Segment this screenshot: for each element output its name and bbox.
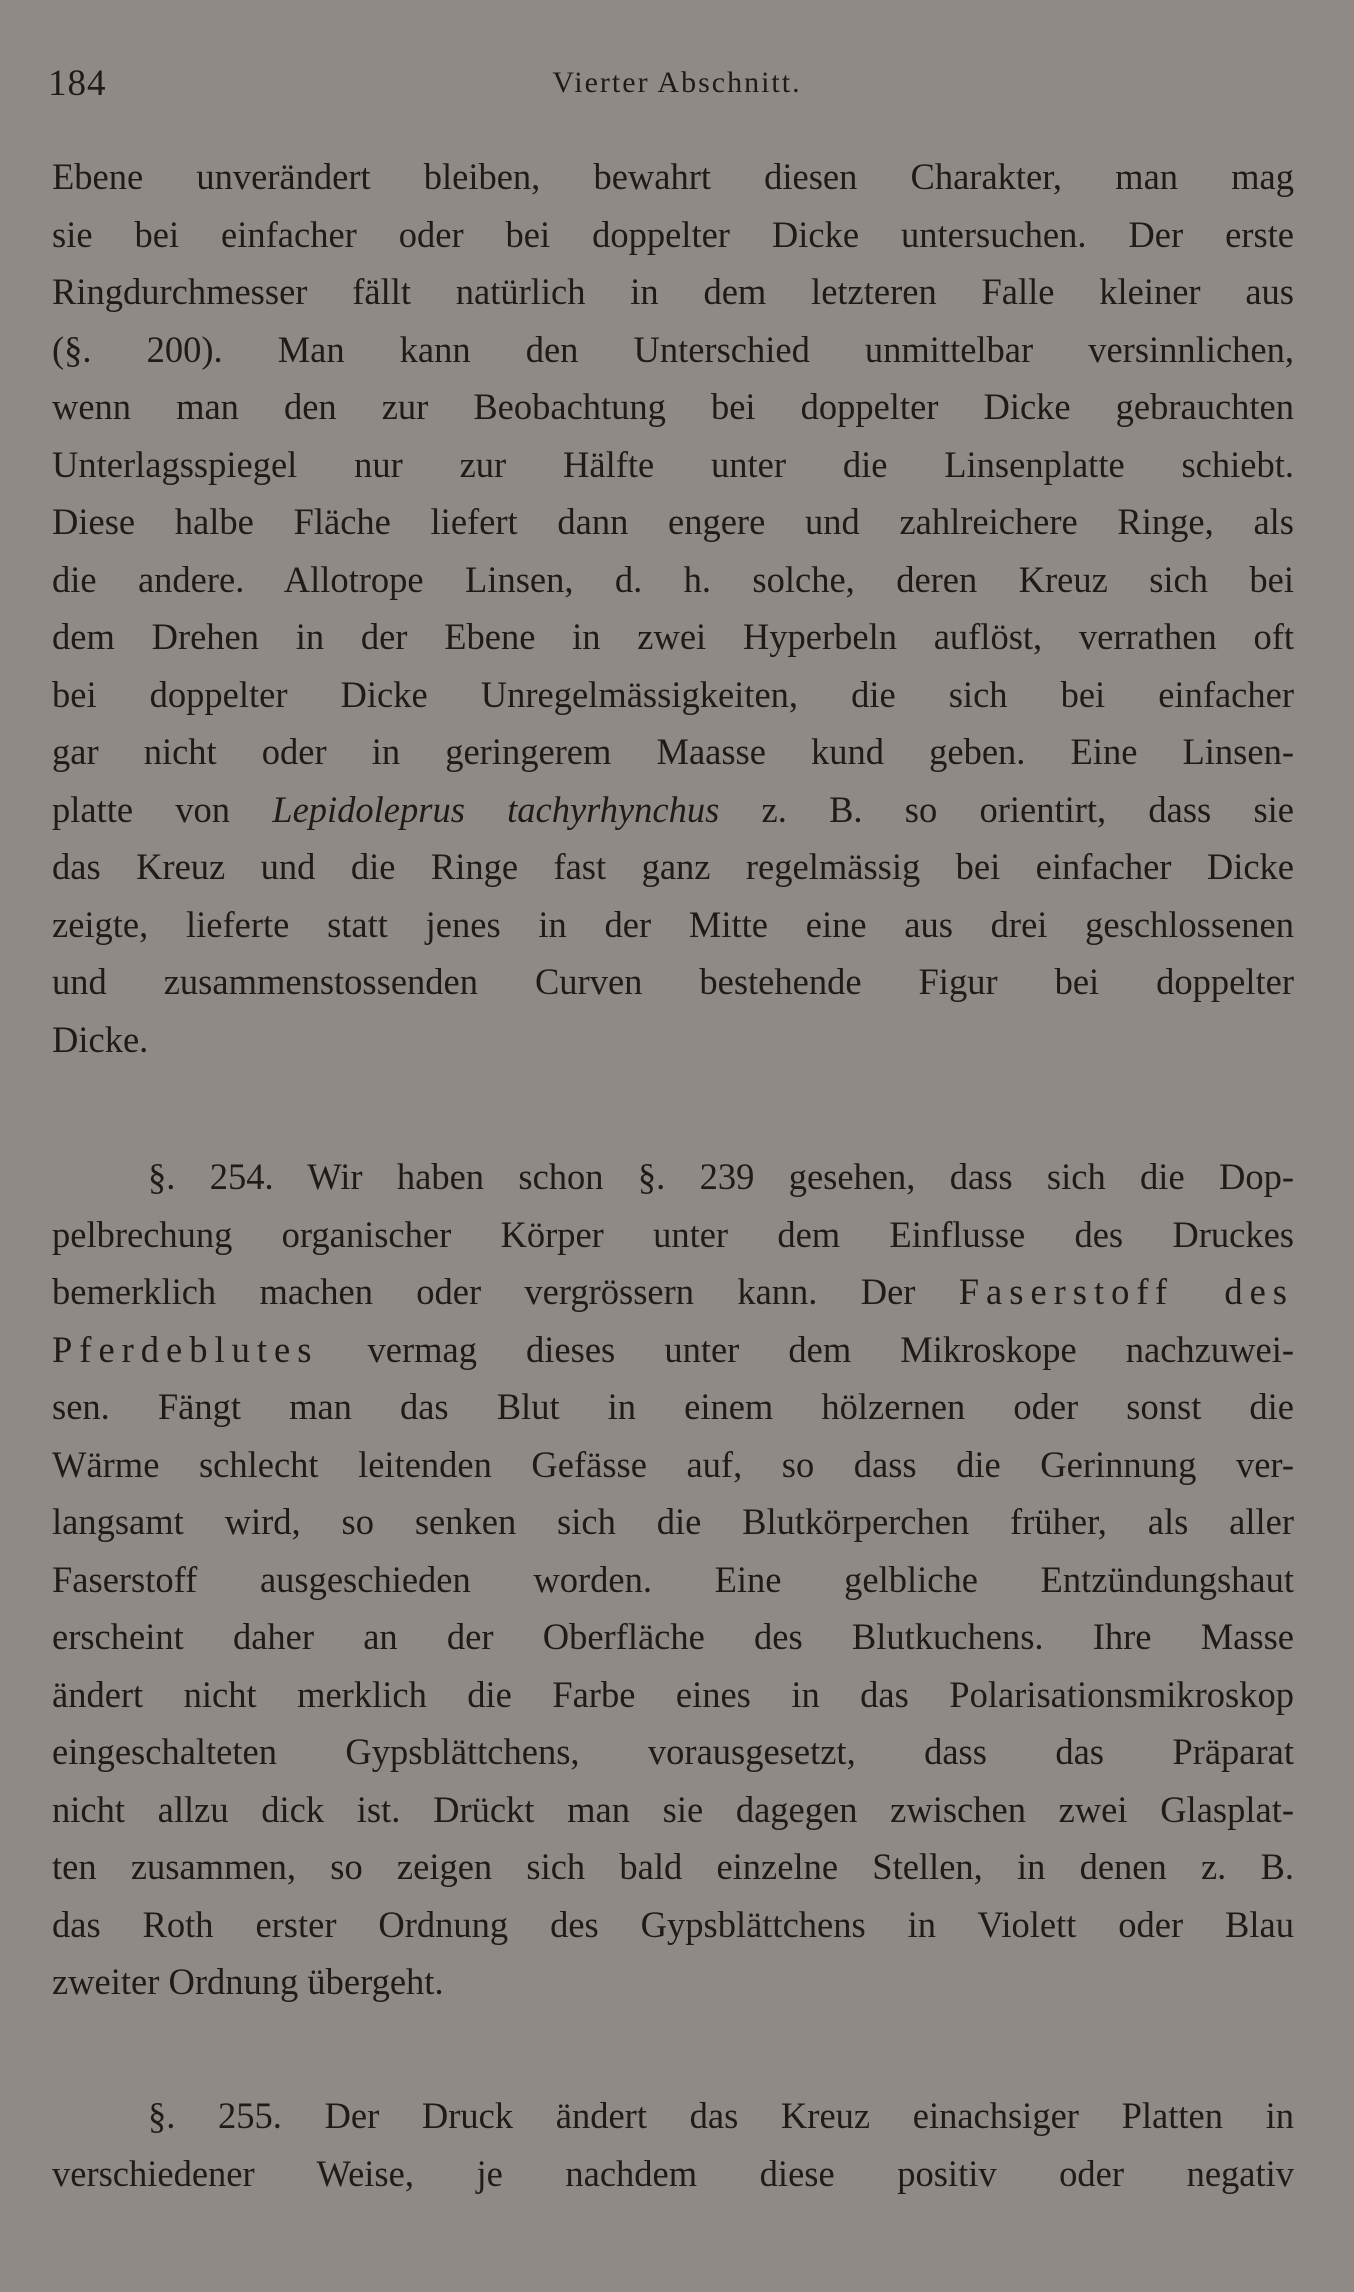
paragraph-1 [52,148,1294,1068]
text-line: eingeschalteten Gypsblättchens, vorausgesetzt, dass das Präparat [52,1731,1294,1772]
text-line: dem Drehen in der Ebene in zwei Hyperbeln auflöst, verrathen oft [52,616,1294,657]
text-line: ten zusammen, so zeigen sich bald einzelne Stellen, in denen z. B. [52,1846,1294,1887]
text-line: zweiter Ordnung übergeht. [52,1961,444,2002]
text-line: das Roth erster Ordnung des Gypsblättchens in Violett oder Blau [52,1903,1294,1945]
text-line: Diese halbe Fläche liefert dann engere und zahlreichere Ringe, als [52,501,1294,542]
page-header [0,62,1354,112]
section-255-opening: §. 255. Der Druck ändert das Kreuz einachsiger Platten in [148,2095,1294,2136]
text-line: gar nicht oder in geringerem Maasse kund geben. Eine Linsen- [52,731,1294,772]
text-line-spaced [52,1263,1294,1321]
spaced-term: Pferdeblutes [52,1328,319,1370]
text-line: wenn man den zur Beobachtung bei doppelter Dicke gebrauchten [52,386,1294,427]
text-line: langsamt wird, so senken sich die Blutkörperchen früher, als aller [52,1501,1294,1542]
text-line: Dicke. [52,1018,149,1060]
text-fragment: bemerklich machen oder vergrössern kann. Der [52,1271,959,1312]
text-line: verschiedener Weise, je nachdem diese positiv oder negativ [52,2152,1294,2194]
text-line: bei doppelter Dicke Unregelmässigkeiten, die sich bei einfacher [52,673,1294,715]
paragraph-3 [52,2087,1294,2202]
text-line: sen. Fängt man das Blut in einem hölzernen oder sonst die [52,1386,1294,1427]
text-line: erscheint daher an der Oberfläche des Blutkuchens. Ihre Masse [52,1616,1294,1657]
running-title: Vierter Abschnitt. [552,66,802,99]
text-line: pelbrechung organischer Körper unter dem Einflusse des Druckes [52,1213,1294,1255]
text-line: sie bei einfacher oder bei doppelter Dicke untersuchen. Der erste [52,213,1294,255]
text-fragment: vermag dieses unter dem Mikroskope nachzuwei- [318,1328,1294,1370]
text-line-species [52,781,1294,839]
text-fragment: z. B. so orientirt, dass sie [719,788,1294,830]
text-line: Unterlagsspiegel nur zur Hälfte unter die Linsenplatte schiebt. [52,443,1294,485]
section-254-opening: §. 254. Wir haben schon §. 239 gesehen, dass sich die Dop- [148,1156,1294,1197]
page-number: 184 [48,63,107,104]
text-line: Wärme schlecht leitenden Gefässe auf, so dass die Gerinnung ver- [52,1443,1294,1485]
text-line: die andere. Allotrope Linsen, d. h. solche, deren Kreuz sich bei [52,558,1294,600]
text-line: nicht allzu dick ist. Drückt man sie dagegen zwischen zwei Glasplat- [52,1788,1294,1830]
text-line: Ringdurchmesser fällt natürlich in dem letzteren Falle kleiner aus [52,271,1294,312]
text-line: Ebene unverändert bleiben, bewahrt diesen Charakter, man mag [52,156,1294,197]
text-line-spaced [52,1321,1294,1379]
species-name: Lepidoleprus tachyrhynchus [272,788,720,830]
text-fragment: platte von [52,788,273,830]
text-line: das Kreuz und die Ringe fast ganz regelmässig bei einfacher Dicke [52,846,1294,887]
text-line: Faserstoff ausgeschieden worden. Eine gelbliche Entzündungshaut [52,1558,1294,1600]
spaced-term: Faserstoff des [958,1271,1294,1312]
text-line: ändert nicht merklich die Farbe eines in das Polarisationsmikroskop [52,1673,1294,1715]
text-line: (§. 200). Man kann den Unterschied unmittelbar versinnlichen, [52,328,1294,370]
text-line: zeigte, lieferte statt jenes in der Mitte eine aus drei geschlossenen [52,903,1294,945]
text-line: und zusammenstossenden Curven bestehende Figur bei doppelter [52,961,1294,1002]
paragraph-2 [52,1148,1294,2011]
